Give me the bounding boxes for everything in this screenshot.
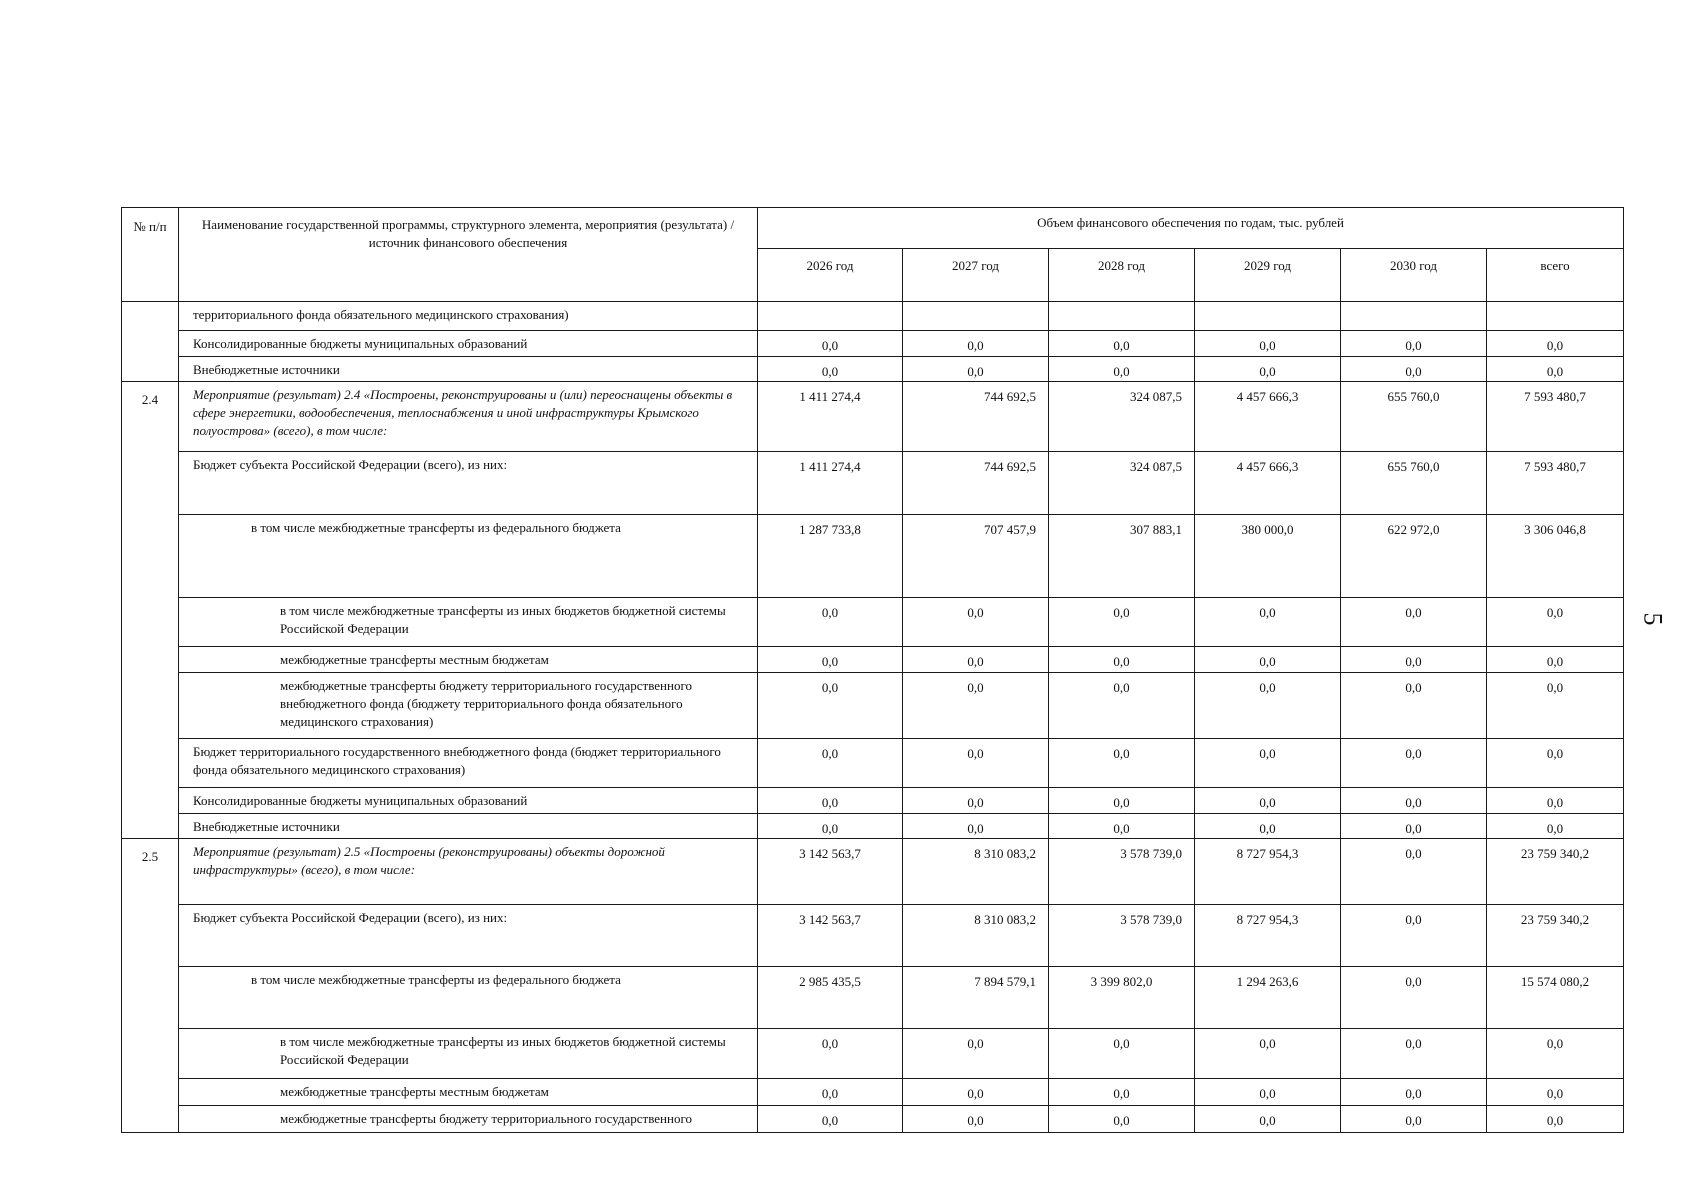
row-value: 8 727 954,3	[1195, 839, 1341, 905]
row-value: 0,0	[1487, 673, 1624, 739]
row-value: 7 894 579,1	[903, 967, 1049, 1029]
table-row	[122, 905, 1624, 967]
row-value: 0,0	[1341, 598, 1487, 647]
row-value: 7 593 480,7	[1487, 382, 1624, 452]
row-value: 0,0	[1341, 1079, 1487, 1106]
row-value: 0,0	[1487, 1106, 1624, 1133]
row-value: 744 692,5	[903, 382, 1049, 452]
row-value: 0,0	[1487, 814, 1624, 839]
row-value: 622 972,0	[1341, 515, 1487, 598]
row-value: 655 760,0	[1341, 382, 1487, 452]
row-name: Внебюджетные источники	[179, 357, 758, 382]
row-num: 2.5	[122, 839, 179, 1133]
row-value: 0,0	[1049, 673, 1195, 739]
row-value	[1049, 302, 1195, 331]
table-row	[122, 382, 1624, 452]
row-name: межбюджетные трансферты бюджету территориального государственного	[179, 1106, 758, 1133]
header-volume: Объем финансового обеспечения по годам, тыс. рублей	[758, 208, 1624, 249]
row-value: 23 759 340,2	[1487, 905, 1624, 967]
row-value: 0,0	[1341, 1106, 1487, 1133]
row-value: 0,0	[1195, 598, 1341, 647]
row-name: межбюджетные трансферты бюджету территориального государственного внебюджетного фонда (бюджету территориального фонда обязательного медицинского страхования)	[179, 673, 758, 739]
table-row	[122, 647, 1624, 673]
row-value: 0,0	[1195, 788, 1341, 814]
row-value: 0,0	[1049, 331, 1195, 357]
row-value: 0,0	[1195, 357, 1341, 382]
row-value: 0,0	[1341, 814, 1487, 839]
row-value: 0,0	[1341, 839, 1487, 905]
row-value: 0,0	[758, 739, 903, 788]
header-year-2027: 2027 год	[903, 249, 1049, 302]
row-name: Мероприятие (результат) 2.4 «Построены, реконструированы и (или) переоснащены объекты в сфере энергетики, водообеспечения, теплоснабжения и иной инфраструктуры Крымского полуострова» (всего), в том числе:	[179, 382, 758, 452]
row-value	[1195, 302, 1341, 331]
row-value: 8 727 954,3	[1195, 905, 1341, 967]
row-value: 0,0	[903, 1079, 1049, 1106]
row-value: 0,0	[758, 1029, 903, 1079]
header-num: № п/п	[122, 208, 179, 302]
table-row	[122, 598, 1624, 647]
row-value: 0,0	[1049, 357, 1195, 382]
row-value: 0,0	[1049, 1029, 1195, 1079]
header-year-2026: 2026 год	[758, 249, 903, 302]
row-value: 0,0	[1049, 1106, 1195, 1133]
header-year-2030: 2030 год	[1341, 249, 1487, 302]
row-name: Внебюджетные источники	[179, 814, 758, 839]
row-name: в том числе межбюджетные трансферты из федерального бюджета	[179, 967, 758, 1029]
row-value: 0,0	[1487, 1079, 1624, 1106]
row-value: 0,0	[1195, 647, 1341, 673]
row-value: 0,0	[1487, 739, 1624, 788]
row-value: 0,0	[1341, 1029, 1487, 1079]
row-value: 0,0	[903, 598, 1049, 647]
table-row	[122, 673, 1624, 739]
row-value: 4 457 666,3	[1195, 452, 1341, 515]
row-value: 0,0	[758, 673, 903, 739]
row-value: 0,0	[758, 1079, 903, 1106]
page-number: 5	[1638, 612, 1668, 626]
row-value: 0,0	[1487, 788, 1624, 814]
table-row	[122, 1106, 1624, 1133]
row-value: 0,0	[1487, 357, 1624, 382]
row-value: 0,0	[1195, 1079, 1341, 1106]
row-value: 0,0	[903, 1029, 1049, 1079]
row-name: Консолидированные бюджеты муниципальных образований	[179, 331, 758, 357]
row-value: 4 457 666,3	[1195, 382, 1341, 452]
row-value: 0,0	[1049, 598, 1195, 647]
row-value: 0,0	[1049, 647, 1195, 673]
row-value: 1 294 263,6	[1195, 967, 1341, 1029]
table-row	[122, 839, 1624, 905]
financing-table	[121, 207, 1624, 1133]
row-name: Бюджет субъекта Российской Федерации (всего), из них:	[179, 905, 758, 967]
row-value: 0,0	[1049, 1079, 1195, 1106]
row-value: 0,0	[1487, 1029, 1624, 1079]
row-value: 307 883,1	[1049, 515, 1195, 598]
row-name: в том числе межбюджетные трансферты из иных бюджетов бюджетной системы Российской Федерации	[179, 598, 758, 647]
header-year-2028: 2028 год	[1049, 249, 1195, 302]
row-value: 655 760,0	[1341, 452, 1487, 515]
row-name: в том числе межбюджетные трансферты из федерального бюджета	[179, 515, 758, 598]
row-value: 0,0	[903, 788, 1049, 814]
row-value: 0,0	[1195, 331, 1341, 357]
row-value: 15 574 080,2	[1487, 967, 1624, 1029]
row-value: 0,0	[1341, 331, 1487, 357]
row-value: 707 457,9	[903, 515, 1049, 598]
row-value: 0,0	[758, 598, 903, 647]
row-value: 0,0	[1049, 788, 1195, 814]
row-value: 0,0	[758, 788, 903, 814]
row-name: Консолидированные бюджеты муниципальных образований	[179, 788, 758, 814]
row-num	[122, 302, 179, 382]
row-value: 8 310 083,2	[903, 905, 1049, 967]
row-value	[903, 302, 1049, 331]
table-row	[122, 739, 1624, 788]
header-total: всего	[1487, 249, 1624, 302]
row-value: 3 578 739,0	[1049, 905, 1195, 967]
table-row	[122, 967, 1624, 1029]
row-value: 0,0	[1195, 814, 1341, 839]
row-name: межбюджетные трансферты местным бюджетам	[179, 647, 758, 673]
row-value: 8 310 083,2	[903, 839, 1049, 905]
row-value: 3 142 563,7	[758, 839, 903, 905]
row-value: 0,0	[1049, 814, 1195, 839]
header-year-2029: 2029 год	[1195, 249, 1341, 302]
row-value: 3 399 802,0	[1049, 967, 1195, 1029]
table-row	[122, 357, 1624, 382]
row-name: Бюджет территориального государственного внебюджетного фонда (бюджет территориального фонда обязательного медицинского страхования)	[179, 739, 758, 788]
table-row	[122, 788, 1624, 814]
row-value: 324 087,5	[1049, 452, 1195, 515]
header-name: Наименование государственной программы, структурного элемента, мероприятия (результата) / источник финансового обеспечения	[179, 208, 758, 302]
row-value: 0,0	[1341, 357, 1487, 382]
row-value: 0,0	[1195, 1029, 1341, 1079]
row-value: 3 142 563,7	[758, 905, 903, 967]
row-value: 0,0	[1487, 647, 1624, 673]
row-value: 0,0	[903, 673, 1049, 739]
row-value: 7 593 480,7	[1487, 452, 1624, 515]
row-value: 1 411 274,4	[758, 382, 903, 452]
row-value: 0,0	[758, 1106, 903, 1133]
table-row	[122, 1079, 1624, 1106]
row-value	[758, 302, 903, 331]
table-row	[122, 814, 1624, 839]
row-value: 2 985 435,5	[758, 967, 903, 1029]
row-value: 0,0	[1341, 647, 1487, 673]
row-value: 0,0	[903, 1106, 1049, 1133]
row-value: 0,0	[758, 331, 903, 357]
table-row	[122, 331, 1624, 357]
row-value: 0,0	[1487, 598, 1624, 647]
row-value: 324 087,5	[1049, 382, 1195, 452]
table-row	[122, 452, 1624, 515]
row-value	[1341, 302, 1487, 331]
row-value: 3 306 046,8	[1487, 515, 1624, 598]
table-row	[122, 515, 1624, 598]
row-name: территориального фонда обязательного медицинского страхования)	[179, 302, 758, 331]
row-value: 0,0	[1341, 905, 1487, 967]
row-num: 2.4	[122, 382, 179, 839]
row-value: 380 000,0	[1195, 515, 1341, 598]
row-value: 0,0	[758, 647, 903, 673]
row-value: 0,0	[1487, 331, 1624, 357]
row-value: 0,0	[903, 331, 1049, 357]
row-name: в том числе межбюджетные трансферты из иных бюджетов бюджетной системы Российской Федерации	[179, 1029, 758, 1079]
row-value: 744 692,5	[903, 452, 1049, 515]
row-name: Бюджет субъекта Российской Федерации (всего), из них:	[179, 452, 758, 515]
table-row	[122, 302, 1624, 331]
row-value: 0,0	[1341, 739, 1487, 788]
row-name: межбюджетные трансферты местным бюджетам	[179, 1079, 758, 1106]
row-value: 0,0	[1195, 739, 1341, 788]
row-value: 0,0	[1341, 967, 1487, 1029]
row-value: 0,0	[758, 357, 903, 382]
row-value: 3 578 739,0	[1049, 839, 1195, 905]
row-value: 0,0	[903, 357, 1049, 382]
row-value: 0,0	[903, 814, 1049, 839]
row-value	[1487, 302, 1624, 331]
row-value: 0,0	[903, 739, 1049, 788]
row-name: Мероприятие (результат) 2.5 «Построены (реконструированы) объекты дорожной инфраструктуры» (всего), в том числе:	[179, 839, 758, 905]
row-value: 1 287 733,8	[758, 515, 903, 598]
row-value: 0,0	[758, 814, 903, 839]
row-value: 0,0	[1195, 673, 1341, 739]
table-row	[122, 1029, 1624, 1079]
row-value: 23 759 340,2	[1487, 839, 1624, 905]
row-value: 0,0	[1195, 1106, 1341, 1133]
row-value: 0,0	[1341, 788, 1487, 814]
row-value: 0,0	[1341, 673, 1487, 739]
row-value: 0,0	[903, 647, 1049, 673]
row-value: 0,0	[1049, 739, 1195, 788]
row-value: 1 411 274,4	[758, 452, 903, 515]
